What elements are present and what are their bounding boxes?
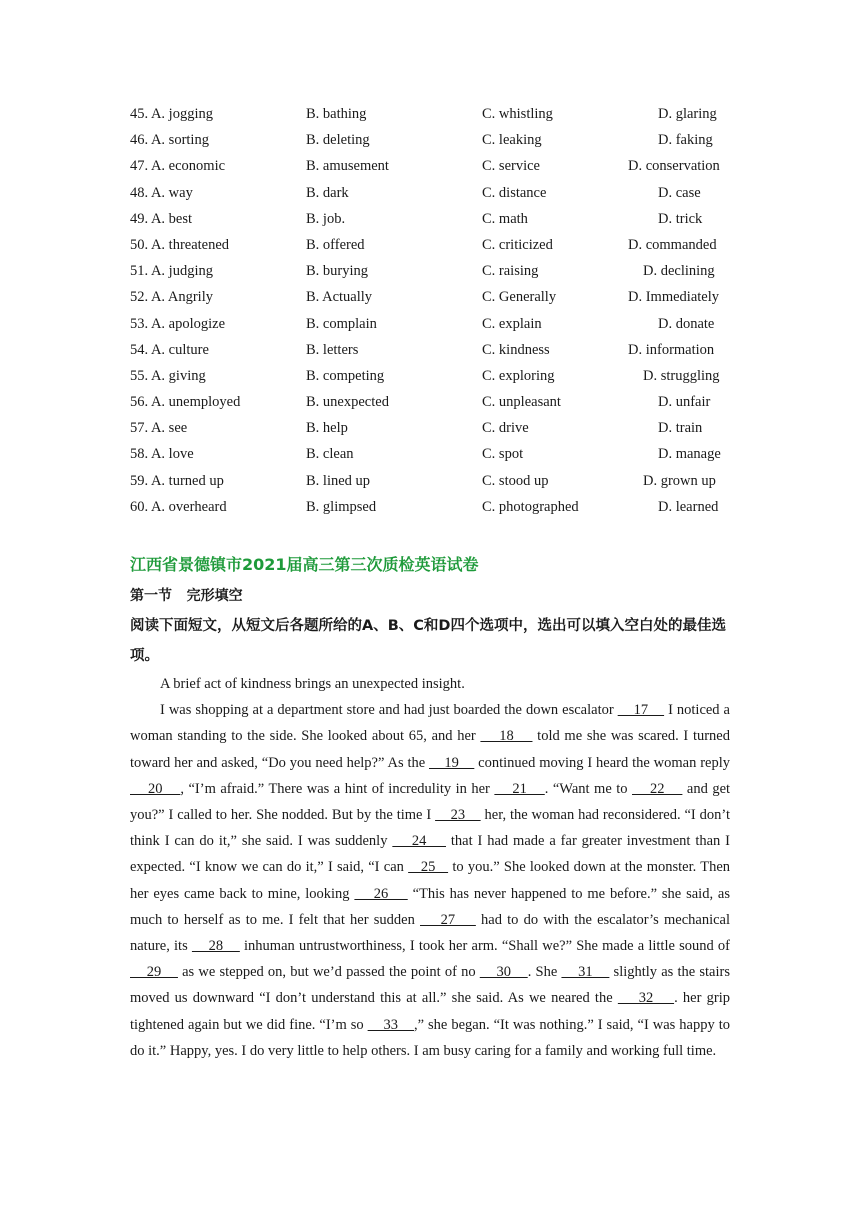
option-row xyxy=(130,258,730,284)
option-d: D. case xyxy=(658,184,701,201)
option-row xyxy=(130,206,730,232)
option-a: 55. A. giving xyxy=(130,367,206,384)
answer-blank: 33 xyxy=(367,1016,414,1033)
passage-text: I was shopping at a department store and had just boarded the down escalator xyxy=(160,702,618,719)
option-c: C. distance xyxy=(482,184,547,201)
passage-text: told me she was scared. I turned toward her and asked, “Do you need help?” As the xyxy=(130,728,730,771)
option-d: D. information xyxy=(628,341,715,358)
answer-blank: 31 xyxy=(561,964,610,981)
option-a: 53. A. apologize xyxy=(130,315,226,332)
option-row xyxy=(130,153,730,179)
option-b: B. competing xyxy=(306,367,385,384)
option-row xyxy=(130,127,730,153)
option-c: C. exploring xyxy=(482,367,555,384)
option-d: D. donate xyxy=(658,315,715,332)
answer-blank: 23 xyxy=(435,807,481,824)
passage-text: , “I’m afraid.” There was a hint of incredulity in her xyxy=(180,780,495,797)
answer-blank: 32 xyxy=(617,990,675,1007)
answer-blank: 17 xyxy=(617,702,665,719)
answer-blank: 27 xyxy=(420,911,476,928)
option-d: D. unfair xyxy=(658,394,711,411)
answer-blank: 28 xyxy=(191,938,240,955)
option-b: B. help xyxy=(306,420,348,437)
answer-blank: 29 xyxy=(130,964,178,981)
option-d: D. Immediately xyxy=(628,289,720,306)
passage-text: . She xyxy=(527,964,562,981)
option-b: B. burying xyxy=(306,263,369,280)
option-a: 52. A. Angrily xyxy=(130,289,213,306)
option-d: D. train xyxy=(658,420,703,437)
option-c: C. spot xyxy=(482,446,524,463)
option-row xyxy=(130,494,730,520)
section-heading: 第一节 完形填空 xyxy=(130,588,243,604)
option-row xyxy=(130,180,730,206)
passage-text: I noticed a woman standing to the side. She looked about 65, and her xyxy=(130,702,730,745)
option-b: B. letters xyxy=(306,341,359,358)
option-d: D. commanded xyxy=(628,236,717,253)
passage-text: to you.” She looked down at the monster. Then her eyes came back to mine, looking xyxy=(130,859,731,902)
option-c: C. unpleasant xyxy=(482,394,561,411)
option-c: C. stood up xyxy=(482,472,549,489)
answer-blank: 30 xyxy=(479,964,528,981)
instruction-text: 阅读下面短文，从短文后各题所给的A、B、C和D四个选项中，选出可以填入空白处的最佳选项。 xyxy=(130,618,726,664)
option-b: B. Actually xyxy=(306,289,373,306)
option-d: D. declining xyxy=(643,263,715,280)
passage xyxy=(130,671,730,1064)
option-b: B. offered xyxy=(306,236,365,253)
option-c: C. kindness xyxy=(482,341,550,358)
option-a: 47. A. economic xyxy=(130,158,226,175)
option-c: C. raising xyxy=(482,263,539,280)
option-b: B. bathing xyxy=(306,106,367,122)
option-d: D. conservation xyxy=(628,158,720,175)
option-d: D. learned xyxy=(658,498,719,515)
answer-blank: 25 xyxy=(408,859,449,876)
option-b: B. deleting xyxy=(306,132,370,149)
option-d: D. manage xyxy=(658,446,721,463)
option-row xyxy=(130,441,730,467)
option-c: C. leaking xyxy=(482,132,542,149)
option-d: D. trick xyxy=(658,210,703,227)
passage-text: . “Want me to xyxy=(544,780,633,797)
option-row xyxy=(130,389,730,415)
option-c: C. whistling xyxy=(482,106,553,122)
option-c: C. math xyxy=(482,210,528,227)
passage-text: as we stepped on, but we’d passed the point of no xyxy=(177,964,480,981)
option-a: 46. A. sorting xyxy=(130,132,209,149)
option-b: B. dark xyxy=(306,184,349,201)
answer-blank: 26 xyxy=(354,885,408,902)
passage-text: . her grip tightened again but we did fine. “I’m so xyxy=(130,990,731,1033)
option-b: B. amusement xyxy=(306,158,389,175)
option-a: 60. A. overheard xyxy=(130,498,227,515)
option-b: B. complain xyxy=(306,315,377,332)
option-c: C. Generally xyxy=(482,289,557,306)
option-row xyxy=(130,101,730,127)
answer-blank: 20 xyxy=(130,780,181,797)
option-c: C. service xyxy=(482,158,540,175)
passage-heading: A brief act of kindness brings an unexpected insight. xyxy=(160,676,465,692)
option-a: 48. A. way xyxy=(130,184,193,201)
option-c: C. explain xyxy=(482,315,542,332)
option-b: B. unexpected xyxy=(306,394,389,411)
option-row xyxy=(130,363,730,389)
option-a: 50. A. threatened xyxy=(130,236,230,253)
passage-text: that I had made a far greater investment than I expected. “I know we can do it,” I said, “I can xyxy=(130,833,731,876)
option-a: 59. A. turned up xyxy=(130,472,224,489)
answer-blank: 19 xyxy=(429,754,475,771)
passage-text: her, the woman had reconsidered. “I don’t think I can do it,” she said. I was suddenly xyxy=(130,807,730,850)
passage-text: ,” she began. “It was nothing.” I said, “I was happy to do it.” Happy, yes. I do very little to help others. I am busy caring for a family and working full time. xyxy=(130,1016,731,1059)
option-row xyxy=(130,232,730,258)
answer-blank: 18 xyxy=(480,728,533,745)
option-d: D. glaring xyxy=(658,106,717,122)
option-row xyxy=(130,284,730,310)
passage-text: continued moving I heard the woman reply xyxy=(474,754,730,771)
option-a: 58. A. love xyxy=(130,446,194,463)
answer-blank: 21 xyxy=(494,780,545,797)
option-a: 56. A. unemployed xyxy=(130,394,241,411)
option-row xyxy=(130,311,730,337)
options-table xyxy=(130,101,730,520)
option-c: C. drive xyxy=(482,420,529,437)
option-row xyxy=(130,337,730,363)
option-row xyxy=(130,468,730,494)
option-row xyxy=(130,415,730,441)
option-a: 57. A. see xyxy=(130,420,188,437)
answer-blank: 22 xyxy=(632,780,683,797)
passage-text: “This has never happened to me before.” she said, as much to herself as to me. I felt that her sudden xyxy=(130,885,730,928)
option-a: 51. A. judging xyxy=(130,263,213,280)
option-a: 54. A. culture xyxy=(130,341,209,358)
option-d: D. faking xyxy=(658,132,713,149)
passage-text: slightly as the stairs moved us downward “I don’t understand this at all.” she said. As we neared the xyxy=(130,964,730,1007)
passage-text: had to do with the escalator’s mechanical nature, its xyxy=(130,911,730,955)
answer-blank: 24 xyxy=(392,833,446,850)
exam-title: 江西省景德镇市2021届高三第三次质检英语试卷 xyxy=(130,555,479,574)
option-c: C. photographed xyxy=(482,498,579,515)
option-d: D. grown up xyxy=(643,472,716,489)
option-d: D. struggling xyxy=(643,367,720,384)
option-c: C. criticized xyxy=(482,236,553,253)
option-b: B. glimpsed xyxy=(306,498,377,515)
passage-paragraph xyxy=(130,697,730,1064)
option-a: 49. A. best xyxy=(130,210,193,227)
option-a: 45. A. jogging xyxy=(130,106,213,122)
passage-text: and get you?” I called to her. She nodded. But by the time I xyxy=(130,780,731,824)
option-b: B. lined up xyxy=(306,472,371,489)
option-b: B. job. xyxy=(306,210,346,227)
option-b: B. clean xyxy=(306,446,354,463)
passage-text: inhuman untrustworthiness, I took her arm. “Shall we?” She made a little sound of xyxy=(239,938,730,955)
